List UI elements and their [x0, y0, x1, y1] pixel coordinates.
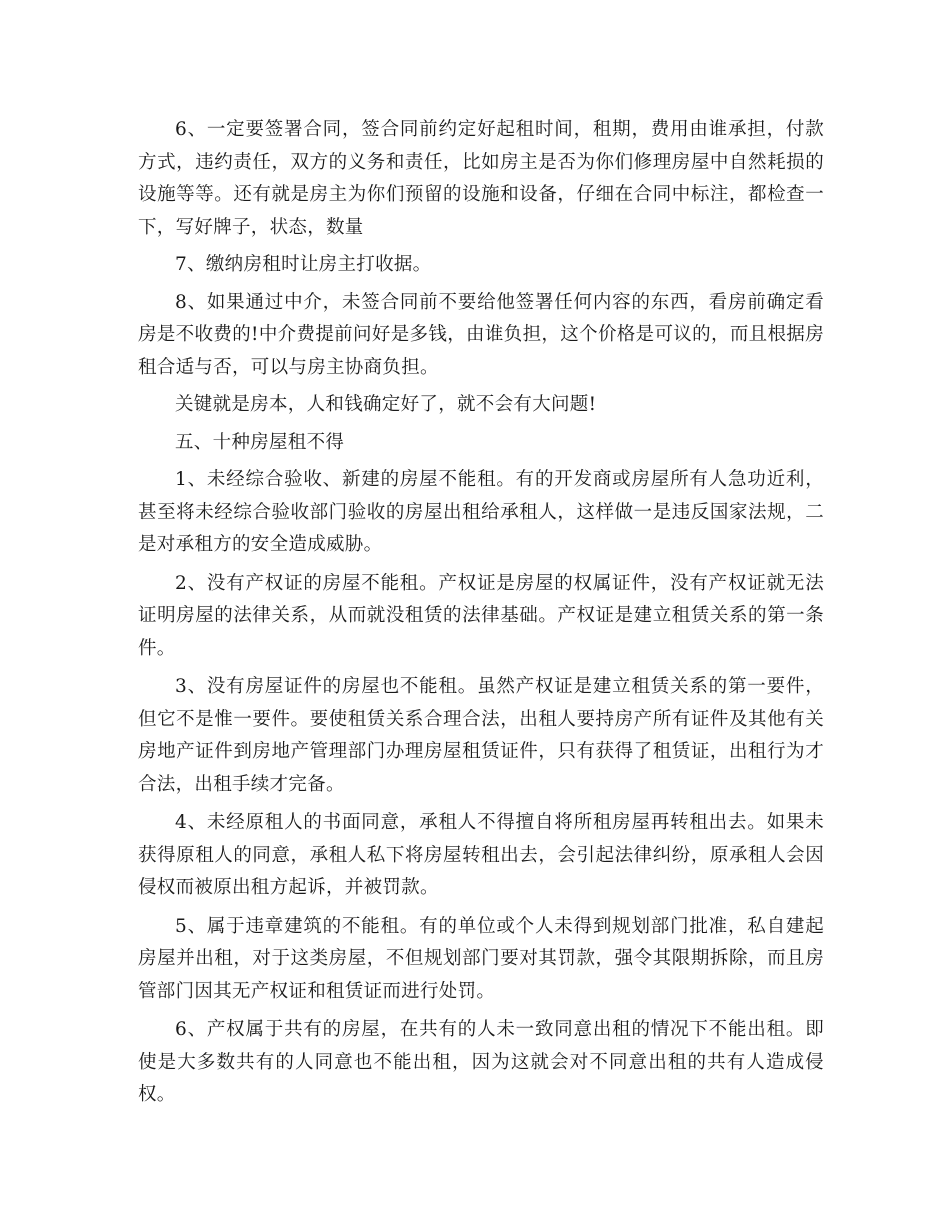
- paragraph-item-6: 6、产权属于共有的房屋，在共有的人未一致同意出租的情况下不能出租。即使是大多数共有的人同意也不能出租，因为这就会对不同意出租的共有人造成侵权。: [138, 1019, 824, 1105]
- paragraph-item-5: 5、属于违章建筑的不能租。有的单位或个人未得到规划部门批准，私自建起房屋并出租，对于这类房屋，不但规划部门要对其罚款，强令其限期拆除，而且房管部门因其无产权证和租赁证而进行处罚。: [138, 915, 824, 1002]
- paragraph-item-4: 4、未经原租人的书面同意，承租人不得擅自将所租房屋再转租出去。如果未获得原租人的同意，承租人私下将房屋转租出去，会引起法律纠纷，原承租人会因侵权而被原出租方起诉，并被罚款。: [138, 812, 824, 898]
- paragraph-item-1: 1、未经综合验收、新建的房屋不能租。有的开发商或房屋所有人急功近利，甚至将未经综合验收部门验收的房屋出租给承租人，这样做一是违反国家法规，二是对承租方的安全造成威胁。: [138, 469, 824, 555]
- paragraph-item-2: 2、没有产权证的房屋不能租。产权证是房屋的权属证件，没有产权证就无法证明房屋的法律关系，从而就没租赁的法律基础。产权证是建立租赁关系的第一条件。: [138, 572, 824, 659]
- paragraph-item-3: 3、没有房屋证件的房屋也不能租。虽然产权证是建立租赁关系的第一要件，但它不是惟一要件。要使租赁关系合理合法，出租人要持房产所有证件及其他有关房地产证件到房地产管理部门办理房屋租赁证件，只有获得了租赁证，出租行为才合法，出租手续才完备。: [138, 676, 824, 795]
- document-body: [138, 114, 824, 1118]
- paragraph-contract-signing: 6、一定要签署合同，签合同前约定好起租时间，租期，费用由谁承担，付款方式，违约责任，双方的义务和责任，比如房主是否为你们修理房屋中自然耗损的设施等等。还有就是房主为你们预留的设施和设备，仔细在合同中标注，都检查一下，写好牌子，状态，数量: [138, 119, 824, 238]
- paragraph-agency-fee: 8、如果通过中介，未签合同前不要给他签署任何内容的东西，看房前确定看房是不收费的!中介费提前问好是多钱，由谁负担，这个价格是可议的，而且根据房租合适与否，可以与房主协商负担。: [138, 291, 824, 378]
- paragraph-rent-receipt: 7、缴纳房租时让房主打收据。: [175, 254, 432, 275]
- section-heading-ten-houses: 五、十种房屋租不得: [175, 431, 345, 453]
- paragraph-key-points: 关键就是房本，人和钱确定好了，就不会有大问题!: [175, 394, 597, 415]
